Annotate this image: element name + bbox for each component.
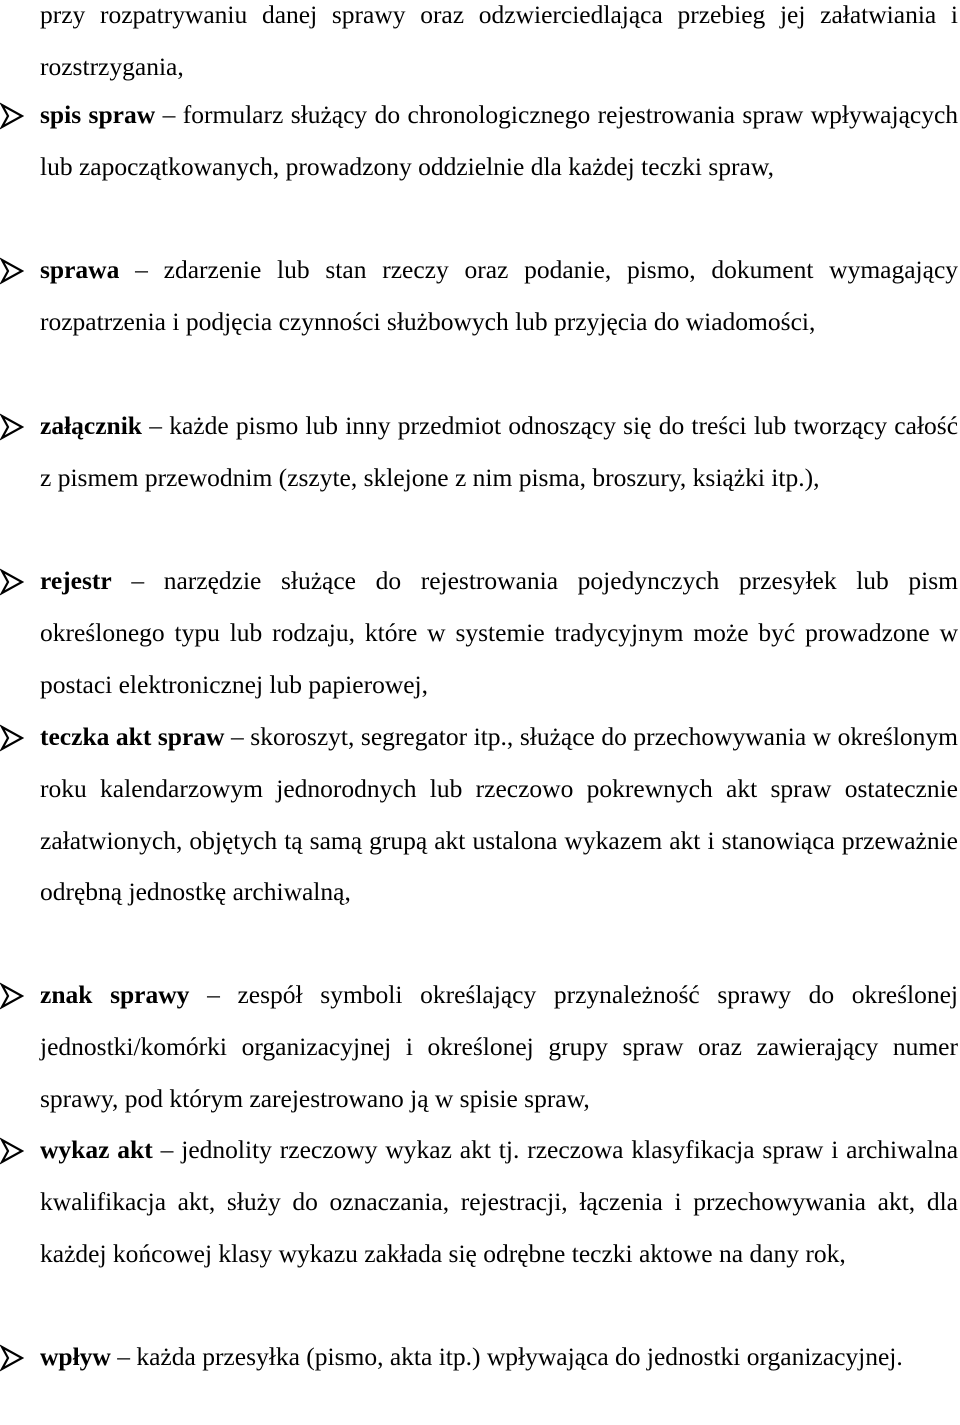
list-item bbox=[40, 1124, 958, 1279]
term-label: sprawa bbox=[40, 255, 120, 284]
definition-text: każde pismo lub inny przedmiot odnoszący się do treści lub tworzący całość z pismem przewodnim (zszyte, sklejone z nim pisma, broszury, książki itp.), bbox=[40, 411, 959, 492]
dash-separator: – bbox=[135, 255, 148, 284]
definition-text: zdarzenie lub stan rzeczy oraz podanie, pismo, dokument wymagający rozpatrzenia i podjęcia czynności służbowych lub przyjęcia do wiadomości, bbox=[40, 255, 959, 336]
list-item bbox=[40, 711, 958, 918]
list-item bbox=[40, 400, 958, 504]
list-item bbox=[40, 1331, 958, 1383]
term-label: znak sprawy bbox=[40, 980, 190, 1009]
arrowhead-bullet-icon bbox=[0, 256, 24, 286]
list-item bbox=[40, 89, 958, 193]
arrowhead-bullet-icon bbox=[0, 723, 24, 753]
list-item bbox=[40, 969, 958, 1124]
term-label: teczka akt spraw bbox=[40, 722, 225, 751]
term-label: spis spraw bbox=[40, 100, 156, 129]
dash-separator: – bbox=[117, 1342, 130, 1371]
arrowhead-bullet-icon bbox=[0, 1343, 24, 1373]
intro-paragraph: przy rozpatrywaniu danej sprawy oraz odzwierciedlająca przebieg jej załatwiania i rozstrzygania, bbox=[40, 0, 958, 81]
dash-separator: – bbox=[149, 411, 162, 440]
definition-text: jednolity rzeczowy wykaz akt tj. rzeczowa klasyfikacja spraw i archiwalna kwalifikacja akt, służy do oznaczania, rejestracji, łączenia i przechowywania akt, dla każdej końcowej klasy wykazu zakłada się odrębne teczki aktowe na dany rok, bbox=[40, 1135, 959, 1268]
definition-text: narzędzie służące do rejestrowania pojedynczych przesyłek lub pism określonego typu lub rodzaju, które w systemie tradycyjnym może być prowadzone w postaci elektronicznej lub papierowej, bbox=[40, 566, 958, 699]
term-label: załącznik bbox=[40, 411, 142, 440]
dash-separator: – bbox=[131, 566, 145, 595]
dash-separator: – bbox=[160, 1135, 174, 1164]
dash-separator: – bbox=[207, 980, 220, 1009]
definition-text: skoroszyt, segregator itp., służące do przechowywania w określonym roku kalendarzowym jednorodnych lub rzeczowo pokrewnych akt spraw ostatecznie załatwionych, objętych tą samą grupą akt ustalona wykazem akt i stanowiąca przeważnie odrębną jednostkę archiwalną, bbox=[40, 722, 959, 907]
term-label: rejestr bbox=[40, 566, 112, 595]
definition-text: każda przesyłka (pismo, akta itp.) wpływająca do jednostki organizacyjnej. bbox=[136, 1342, 903, 1371]
term-label: wykaz akt bbox=[40, 1135, 153, 1164]
definition-text: zespół symboli określający przynależność sprawy do określonej jednostki/komórki organizacyjnej i określonej grupy spraw oraz zawierający numer sprawy, pod którym zarejestrowano ją w spisie spraw, bbox=[40, 980, 959, 1113]
arrowhead-bullet-icon bbox=[0, 1136, 24, 1166]
arrowhead-bullet-icon bbox=[0, 101, 24, 131]
dash-separator: – bbox=[230, 722, 244, 751]
definition-text: formularz służący do chronologicznego rejestrowania spraw wpływających lub zapoczątkowanych, prowadzony oddzielnie dla każdej teczki spraw, bbox=[40, 100, 959, 181]
arrowhead-bullet-icon bbox=[0, 567, 24, 597]
list-item bbox=[40, 244, 958, 348]
list-item bbox=[40, 555, 958, 710]
arrowhead-bullet-icon bbox=[0, 981, 24, 1011]
term-label: wpływ bbox=[40, 1342, 111, 1371]
arrowhead-bullet-icon bbox=[0, 412, 24, 442]
dash-separator: – bbox=[162, 100, 176, 129]
